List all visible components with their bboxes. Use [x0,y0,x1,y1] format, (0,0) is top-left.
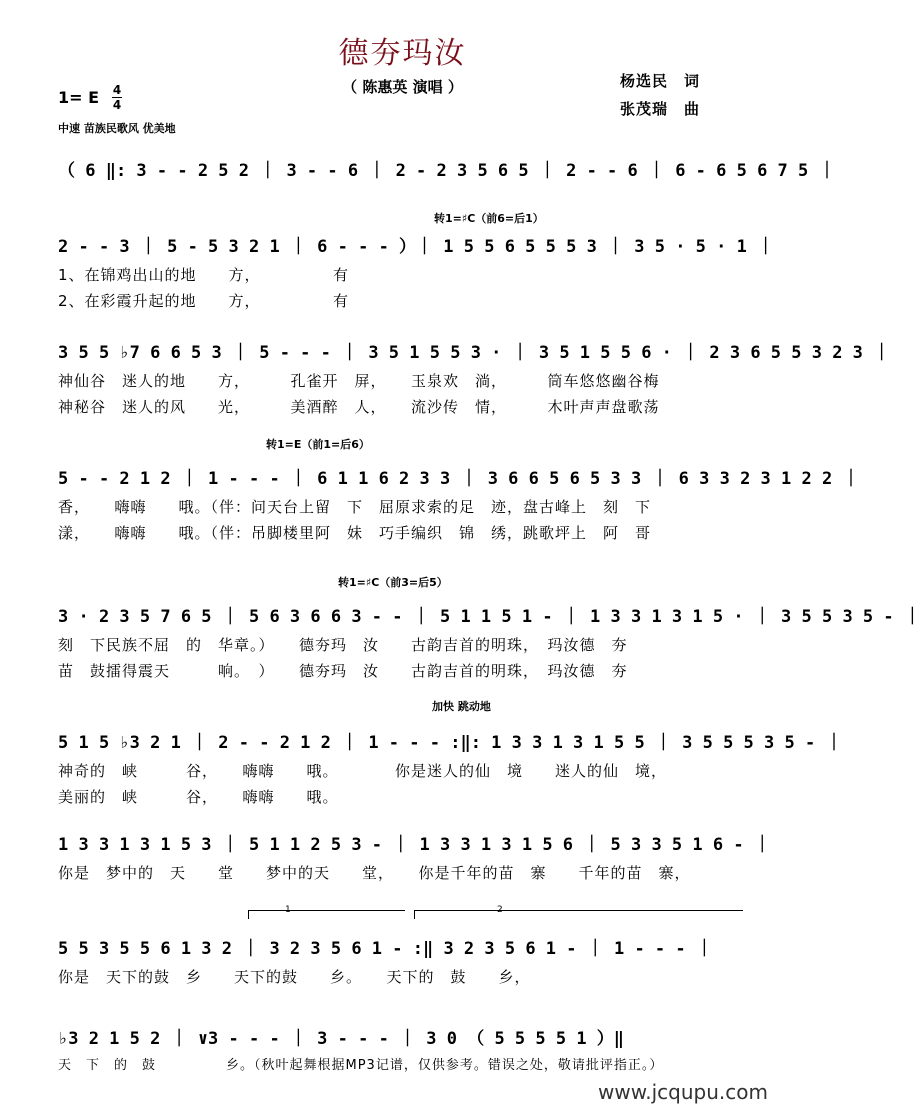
staff-line-6: 5 1 5 ♭3 2 1 ｜ 2 - - 2 1 2 ｜ 1 - - - :‖: 1 3 3 1 3 1 5 5 ｜ 3 5 5 5 3 5 - ｜ [58,733,843,753]
lyric-line-7: 你是 梦中的 天 堂 梦中的天 堂， 你是千年的苗 寨 千年的苗 寨， [58,864,691,882]
time-signature-bottom: 4 [112,98,122,112]
lyric-line-6-verse-1: 神奇的 峡 谷， 嗨嗨 哦。 你是迷人的仙 境 迷人的仙 境， [58,762,668,780]
lyricist-credit: 杨选民 词 [620,72,701,90]
lyric-line-5-verse-1: 刻 下民族不屈 的 华章。） 德夯玛 汝 古韵吉首的明珠， 玛汝德 夯 [58,636,628,654]
lyric-line-4-verse-2: 漾， 嗨嗨 哦。（伴：吊脚楼里阿 妹 巧手编织 锦 绣，跳歌坪上 阿 哥 [58,524,652,542]
staff-line-4: 5 - - 2 1 2 ｜ 1 - - - ｜ 6 1 1 6 2 3 3 ｜ 3 6 6 5 6 5 3 3 ｜ 6 3 3 2 3 1 2 2 ｜ [58,469,860,489]
staff-line-5: 3 · 2 3 5 7 6 5 ｜ 5 6 3 6 6 3 - - ｜ 5 1 1 5 1 - ｜ 1 3 3 1 3 1 5 · ｜ 3 5 5 3 5 - ｜ [58,607,921,627]
site-watermark: www.jcqupu.com [598,1080,768,1104]
lyric-line-8: 你是 天下的鼓 乡 天下的鼓 乡。 天下的 鼓 乡， [58,968,531,986]
staff-line-3: 3 5 5 ♭7 6 6 5 3 ｜ 5 - - - ｜ 3 5 1 5 5 3 · ｜ 3 5 1 5 5 6 · ｜ 2 3 6 5 5 3 2 3 ｜ [58,343,891,363]
performer-line: （ 陈惠英 演唱 ） [342,78,463,96]
volta-bracket-2 [414,905,743,919]
lyric-line-9: 天 下 的 鼓 乡。（秋叶起舞根据MP3记谱，仅供参考。错误之处，敬请批评指正。） [58,1058,664,1073]
section-marking: 加快 跳动地 [432,700,491,713]
staff-line-9: ♭3 2 1 5 2 ｜ ∨3 - - - ｜ 3 - - - ｜ 3 0 （ 5 5 5 5 1 ）‖ [58,1029,625,1049]
modulation-3: 转1=♯C（前3=后5） [338,576,448,589]
modulation-2: 转1=E（前1=后6） [266,438,370,451]
staff-line-2: 2 - - 3 ｜ 5 - 5 3 2 1 ｜ 6 - - - ）｜ 1 5 5 6 5 5 5 3 ｜ 3 5 · 5 · 1 ｜ [58,237,775,257]
lyric-line-3-verse-1: 神仙谷 迷人的地 方， 孔雀开 屏， 玉泉欢 淌， 筒车悠悠幽谷梅 [58,372,660,390]
lyric-line-2-verse-1: 1、在锦鸡出山的地 方， 有 [58,266,350,284]
volta-number-2: 2 [497,905,503,915]
lyric-line-4-verse-1: 香， 嗨嗨 哦。（伴：问天台上留 下 屈原求索的足 迹，盘古峰上 刻 下 [58,498,652,516]
lyric-line-3-verse-2: 神秘谷 迷人的风 光， 美酒醉 人， 流沙传 情， 木叶声声盘歌荡 [58,398,660,416]
modulation-1: 转1=♯C（前6=后1） [434,212,544,225]
lyric-line-2-verse-2: 2、在彩霞升起的地 方， 有 [58,292,350,310]
tempo-marking: 中速 苗族民歌风 优美地 [58,122,176,135]
lyric-line-5-verse-2: 苗 鼓擂得震天 响。 ） 德夯玛 汝 古韵吉首的明珠， 玛汝德 夯 [58,662,628,680]
time-signature-top: 4 [112,83,122,97]
staff-line-8: 5 5 3 5 5 6 1 3 2 ｜ 3 2 3 5 6 1 - :‖ 3 2 3 5 6 1 - ｜ 1 - - - ｜ [58,939,713,959]
staff-line-1: （ 6 ‖: 3 - - 2 5 2 ｜ 3 - - 6 ｜ 2 - 2 3 5 6 5 ｜ 2 - - 6 ｜ 6 - 6 5 6 7 5 ｜ [58,161,836,181]
key-signature: 1= E [58,88,100,107]
song-title: 德夯玛汝 [338,36,467,71]
composer-credit: 张茂瑞 曲 [620,100,701,118]
volta-bracket-1 [248,905,405,919]
volta-number-1: 1 [285,905,291,915]
lyric-line-6-verse-2: 美丽的 峡 谷， 嗨嗨 哦。 [58,788,339,806]
time-signature [112,84,122,111]
staff-line-7: 1 3 3 1 3 1 5 3 ｜ 5 1 1 2 5 3 - ｜ 1 3 3 1 3 1 5 6 ｜ 5 3 3 5 1 6 - ｜ [58,835,771,855]
